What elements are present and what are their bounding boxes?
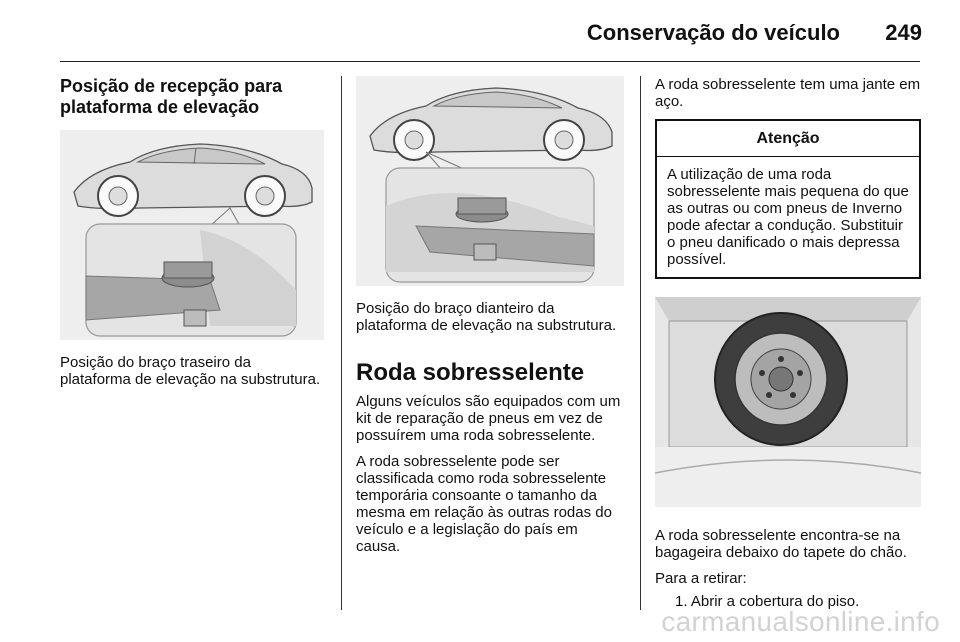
- lift-position-heading: Posição de recepção para plataforma de elevação: [60, 76, 283, 117]
- column-2: [356, 76, 624, 555]
- column-1: [60, 76, 324, 388]
- spare-wheel-para-2: A roda sobresselente pode ser classificada como roda sobresselente temporária consoante o tamanho da mesma em relação às outras rodas do veículo e a legislação do país em causa.: [356, 453, 612, 555]
- spare-wheel-heading: Roda sobresselente: [356, 359, 585, 386]
- column-3: [655, 76, 921, 610]
- spare-wheel-location-text: A roda sobresselente encontra-se na bagageira debaixo do tapete do chão.: [655, 527, 907, 561]
- warning-title: Atenção: [657, 121, 919, 157]
- page-number: 249: [885, 20, 922, 45]
- spare-wheel-in-trunk-illustration: [655, 297, 921, 507]
- car-front-lift-illustration: [356, 76, 624, 286]
- removal-intro-text: Para a retirar:: [655, 570, 747, 587]
- section-title: Conservação do veículo: [586, 20, 840, 45]
- warning-body: A utilização de uma roda sobresselente mais pequena do que as outras ou com pneus de Inverno pode afectar a condução. Substituir o pneu danificado o mais depressa possível.: [667, 166, 909, 268]
- spare-wheel-figure: [655, 297, 921, 507]
- spare-wheel-para-1: Alguns veículos são equipados com um kit de reparação de pneus em vez de possuírem uma roda sobresselente.: [356, 393, 621, 444]
- watermark: carmanualsonline.info: [661, 606, 940, 637]
- steel-rim-text: A roda sobresselente tem uma jante em aço.: [655, 76, 921, 110]
- warning-box: [655, 119, 921, 279]
- rear-lift-arm-figure: [60, 130, 324, 340]
- removal-step-1: 1. Abrir a cobertura do piso.: [675, 593, 860, 610]
- column-divider-2: [640, 76, 641, 610]
- header-divider: [60, 61, 920, 62]
- rear-lift-arm-caption: Posição do braço traseiro da plataforma de elevação na substrutura.: [60, 354, 321, 388]
- front-lift-arm-figure: [356, 76, 624, 286]
- front-lift-arm-caption: Posição do braço dianteiro da plataforma de elevação na substrutura.: [356, 300, 617, 334]
- car-rear-lift-illustration: [60, 130, 324, 340]
- column-divider-1: [341, 76, 342, 610]
